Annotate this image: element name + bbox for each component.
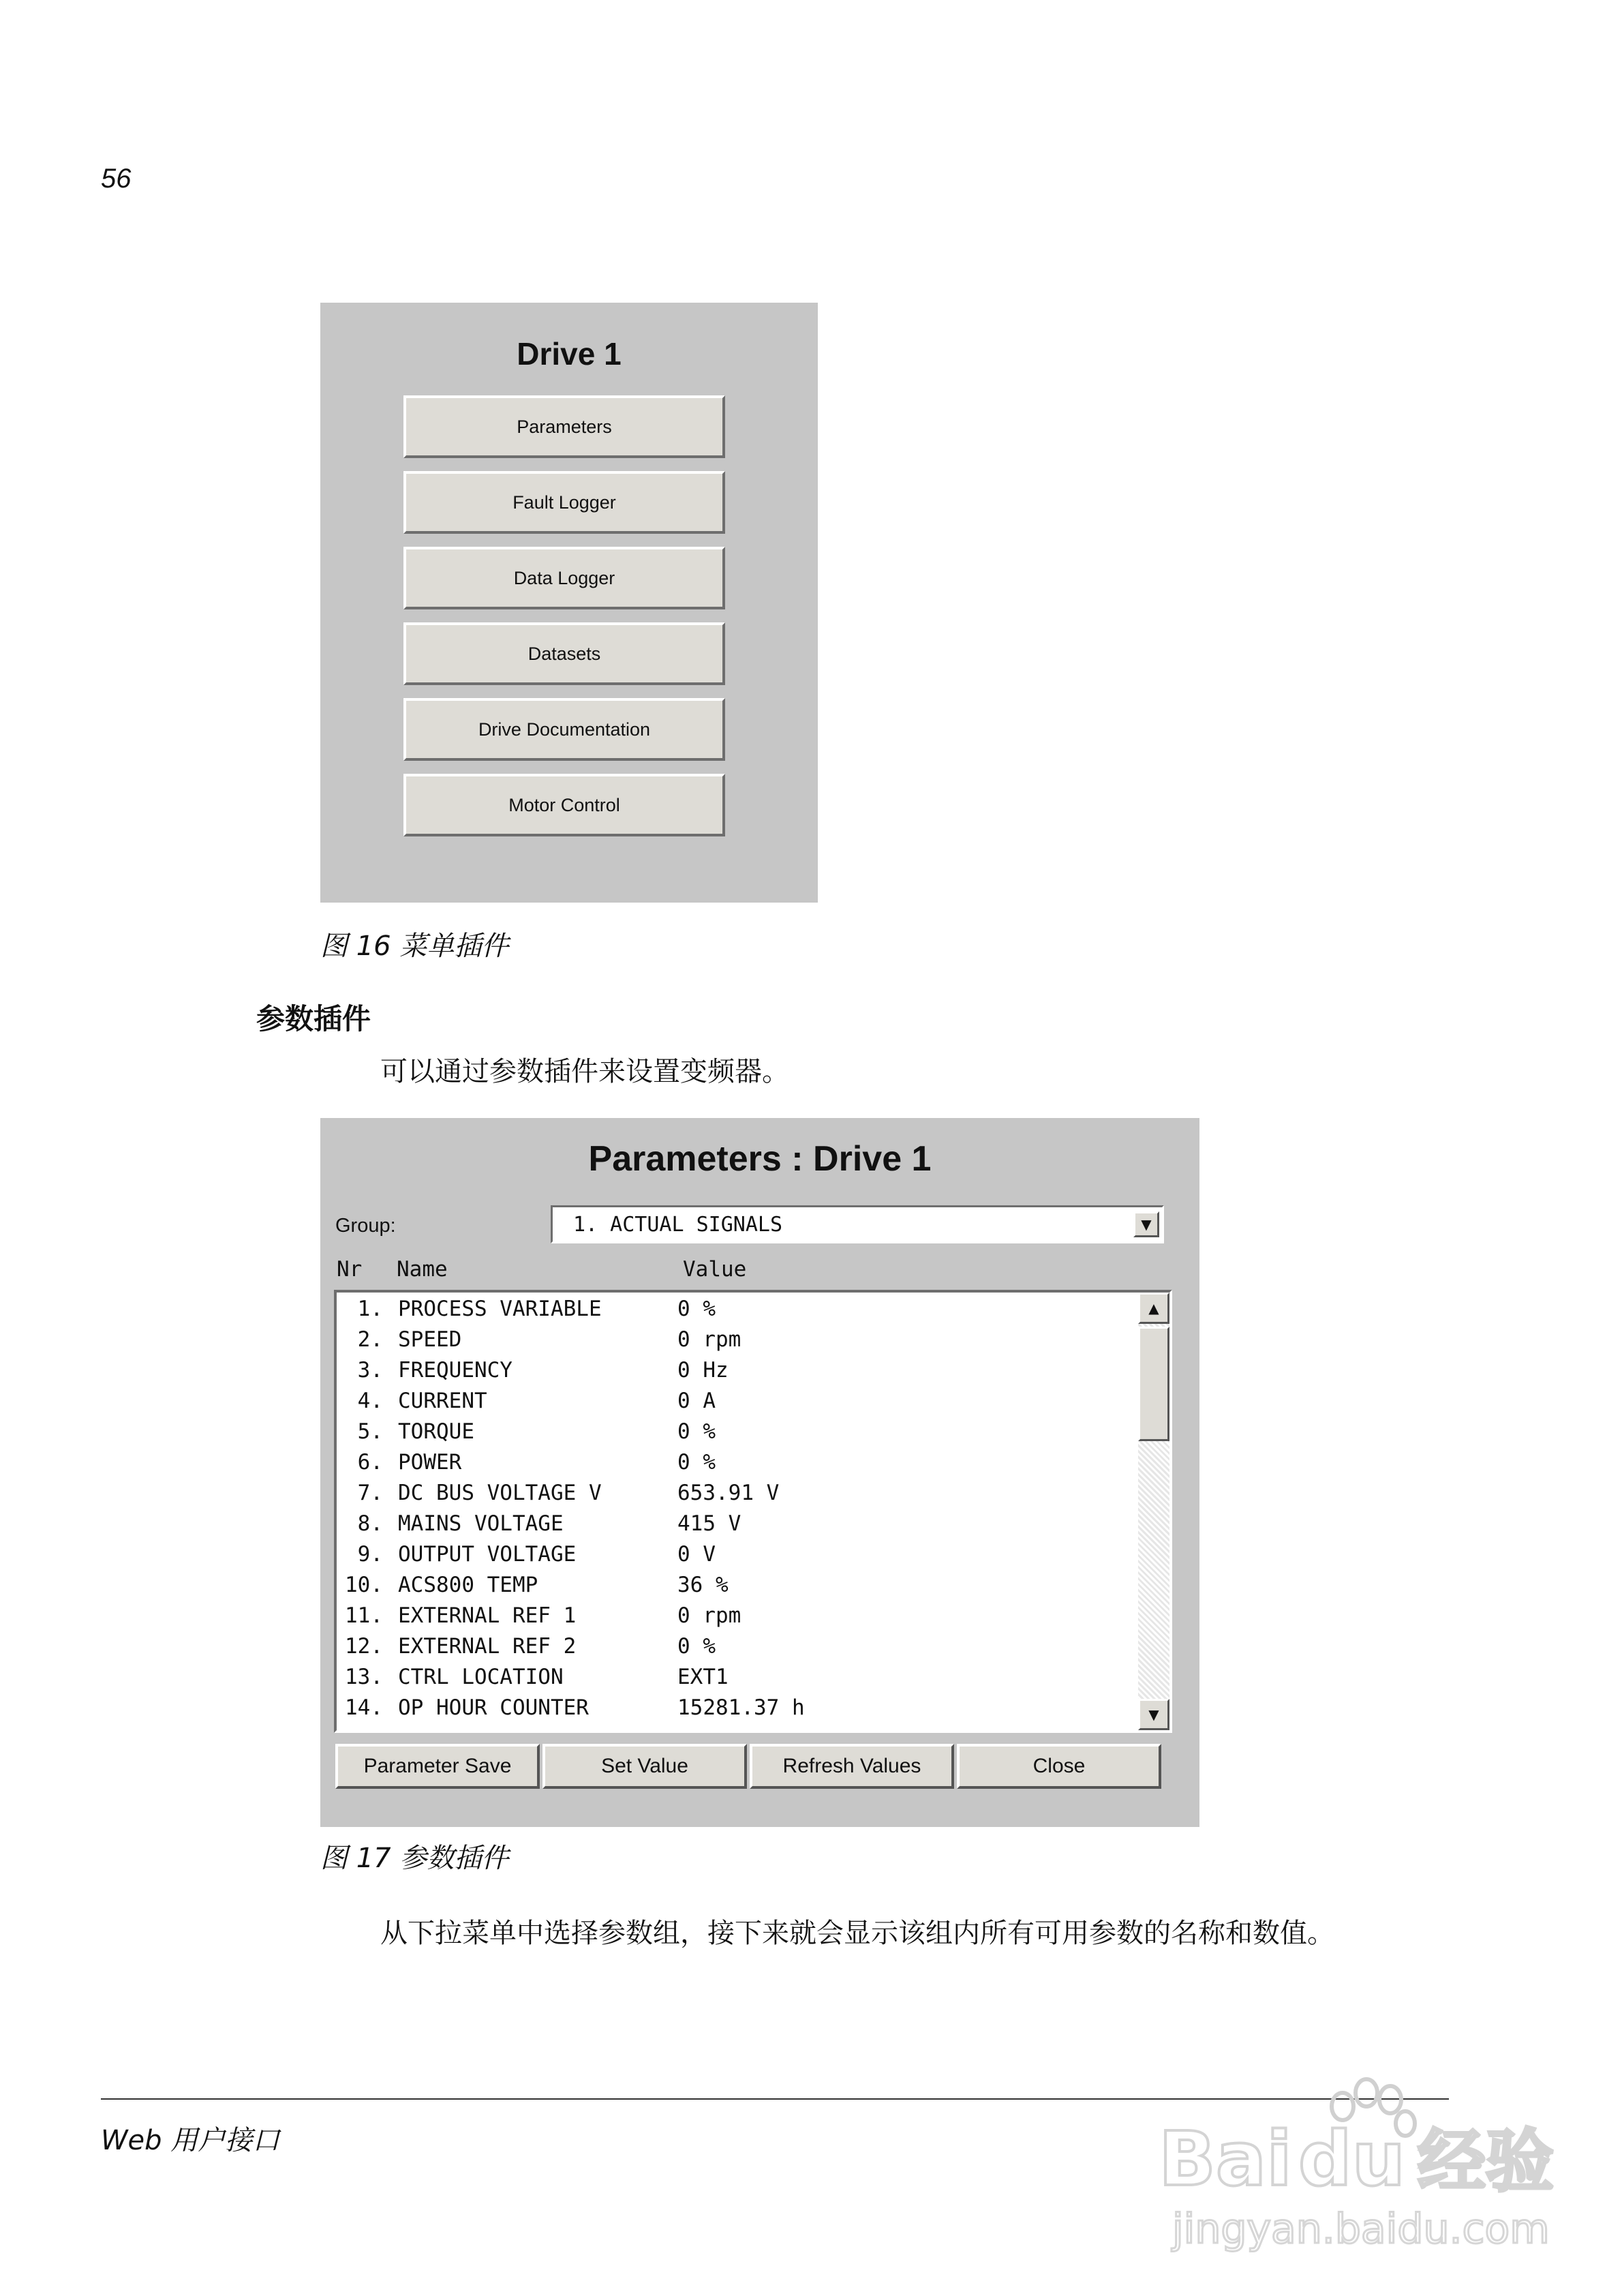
parameters-plugin-panel <box>320 1118 1199 1827</box>
description-paragraph: 从下拉菜单中选择参数组，接下来就会显示该组内所有可用参数的名称和数值。 <box>380 1918 1334 1949</box>
page-number: 56 <box>101 164 132 194</box>
list-item[interactable]: 6. POWER 0 % <box>357 1450 716 1475</box>
list-item[interactable]: 4. CURRENT 0 A <box>357 1389 716 1413</box>
parameters-panel-title: Parameters : Drive 1 <box>588 1139 932 1179</box>
figure-17-caption: 图 17 参数插件 <box>320 1843 509 1874</box>
drive-documentation-button[interactable]: Drive Documentation <box>403 698 725 761</box>
svg-text:du: du <box>1298 2115 1406 2203</box>
svg-text:经验: 经验 <box>1418 2121 1554 2201</box>
list-item[interactable]: 3. FREQUENCY 0 Hz <box>357 1358 729 1383</box>
column-header-nr: Nr <box>337 1257 363 1282</box>
refresh-values-button[interactable]: Refresh Values <box>750 1744 954 1789</box>
list-item[interactable]: 7. DC BUS VOLTAGE V 653.91 V <box>357 1481 780 1505</box>
data-logger-button[interactable]: Data Logger <box>403 547 725 609</box>
baidu-watermark-logo <box>1159 2059 1567 2263</box>
section-intro: 可以通过参数插件来设置变频器。 <box>380 1056 789 1087</box>
list-item[interactable]: 9. OUTPUT VOLTAGE 0 V <box>357 1542 716 1567</box>
group-select-value: 1. ACTUAL SIGNALS <box>573 1213 783 1237</box>
list-item[interactable]: 13. CTRL LOCATION EXT1 <box>345 1665 729 1689</box>
list-item[interactable]: 5. TORQUE 0 % <box>357 1419 716 1444</box>
close-button[interactable]: Close <box>957 1744 1161 1789</box>
svg-text:Bai: Bai <box>1159 2115 1292 2203</box>
list-item[interactable]: 1. PROCESS VARIABLE 0 % <box>357 1297 716 1321</box>
list-item[interactable]: 10. ACS800 TEMP 36 % <box>345 1573 729 1597</box>
fault-logger-button[interactable]: Fault Logger <box>403 471 725 534</box>
list-item[interactable]: 14. OP HOUR COUNTER 15281.37 h <box>345 1695 805 1720</box>
chevron-down-icon[interactable]: ▼ <box>1133 1211 1159 1237</box>
group-label: Group: <box>335 1215 396 1237</box>
column-header-name: Name <box>397 1257 448 1282</box>
menu-panel-title: Drive 1 <box>517 336 622 372</box>
list-item[interactable]: 8. MAINS VOLTAGE 415 V <box>357 1511 741 1536</box>
column-header-value: Value <box>683 1257 747 1282</box>
parameter-save-button[interactable]: Parameter Save <box>335 1744 540 1789</box>
datasets-button[interactable]: Datasets <box>403 622 725 685</box>
svg-text:jingyan.baidu.com: jingyan.baidu.com <box>1172 2205 1550 2253</box>
parameter-list[interactable] <box>334 1290 1172 1733</box>
list-scrollbar[interactable] <box>1138 1293 1169 1730</box>
arrow-up-icon[interactable]: ▲ <box>1138 1293 1169 1324</box>
list-item[interactable]: 2. SPEED 0 rpm <box>357 1327 741 1352</box>
list-item[interactable]: 11. EXTERNAL REF 1 0 rpm <box>345 1603 741 1628</box>
list-item[interactable]: 12. EXTERNAL REF 2 0 % <box>345 1634 716 1659</box>
figure-16-caption: 图 16 菜单插件 <box>320 931 509 962</box>
menu-plugin-panel <box>320 303 818 903</box>
section-heading: 参数插件 <box>256 1002 371 1036</box>
parameters-button[interactable]: Parameters <box>403 395 725 458</box>
footer-title: Web 用户接口 <box>101 2125 280 2156</box>
scrollbar-thumb[interactable] <box>1138 1327 1169 1441</box>
motor-control-button[interactable]: Motor Control <box>403 774 725 836</box>
group-select[interactable] <box>551 1205 1164 1243</box>
set-value-button[interactable]: Set Value <box>542 1744 747 1789</box>
arrow-down-icon[interactable]: ▼ <box>1138 1699 1169 1730</box>
